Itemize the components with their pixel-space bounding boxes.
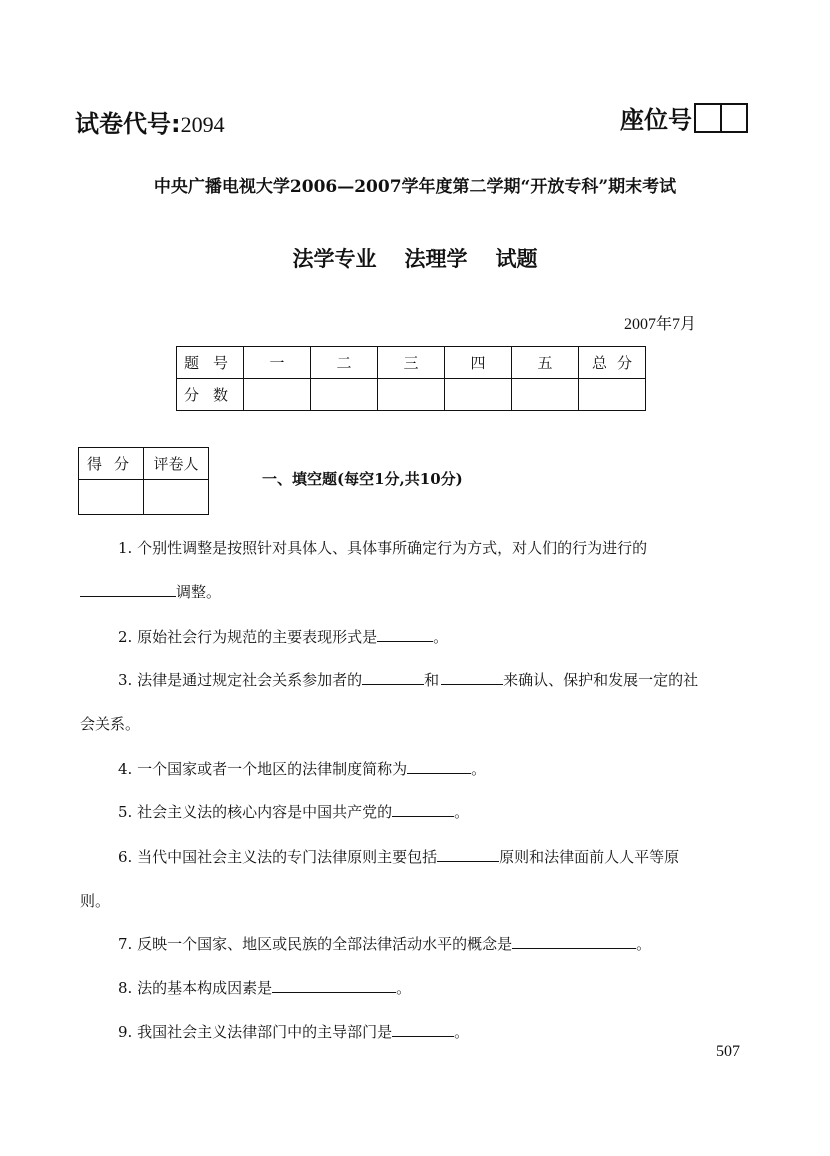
subject-line <box>0 243 830 273</box>
answer-blank <box>362 670 424 685</box>
score-table <box>176 346 646 411</box>
question-7: 7. 反映一个国家、地区或民族的全部法律活动水平的概念是 。 <box>118 935 652 953</box>
subject-major: 法学专业 <box>292 247 377 271</box>
score-cell <box>512 379 579 411</box>
subject-course: 法理学 <box>404 247 468 271</box>
answer-blank <box>437 847 499 862</box>
grader-score-cell <box>79 480 144 515</box>
question-3-line2: 会关系。 <box>80 715 141 733</box>
score-table-col-2: 二 <box>311 347 378 379</box>
exam-title: 中央广播电视大学2006—2007学年度第二学期“开放专科”期末考试 <box>153 177 677 197</box>
section-title: 一、填空题(每空1分,共10分) <box>262 470 463 488</box>
answer-blank <box>392 802 454 817</box>
answer-blank <box>272 978 396 993</box>
score-cell <box>378 379 445 411</box>
score-table-col-5: 五 <box>512 347 579 379</box>
answer-blank <box>80 582 176 597</box>
grader-table <box>78 447 209 515</box>
score-table-col-total: 总分 <box>579 347 646 379</box>
score-table-row1-label: 题号 <box>177 347 244 379</box>
score-table-col-3: 三 <box>378 347 445 379</box>
grader-label: 评卷人 <box>144 448 209 480</box>
question-3-line1: 3. 法律是通过规定社会关系参加者的 和 来确认、保护和发展一定的社 <box>118 671 699 689</box>
score-cell <box>244 379 311 411</box>
question-4: 4. 一个国家或者一个地区的法律制度简称为 。 <box>118 760 487 778</box>
exam-date: 2007年7月 <box>624 316 697 333</box>
exam-code-label: 试卷代号: <box>75 110 181 138</box>
seat-number-label: 座位号 <box>620 106 692 134</box>
seat-box-2 <box>720 105 746 131</box>
question-8: 8. 法的基本构成因素是 。 <box>118 979 412 997</box>
question-1-line2: 调整。 <box>80 582 221 602</box>
question-6-line1: 6. 当代中国社会主义法的专门法律原则主要包括 原则和法律面前人人平等原 <box>118 848 680 866</box>
question-1-line1: 1. 个别性调整是按照针对具体人、具体事所确定行为方式，对人们的行为进行的 <box>118 539 648 557</box>
exam-code <box>75 104 225 139</box>
question-9: 9. 我国社会主义法律部门中的主导部门是 。 <box>118 1023 470 1041</box>
seat-box-1 <box>696 105 720 131</box>
question-5: 5. 社会主义法的核心内容是中国共产党的 。 <box>118 803 470 821</box>
score-table-score-row <box>177 379 646 411</box>
seat-number-boxes <box>694 103 748 133</box>
grader-name-cell <box>144 480 209 515</box>
score-table-col-1: 一 <box>244 347 311 379</box>
question-2: 2. 原始社会行为规范的主要表现形式是 。 <box>118 628 449 646</box>
score-table-row2-label: 分数 <box>177 379 244 411</box>
answer-blank <box>377 627 433 642</box>
answer-blank <box>407 759 471 774</box>
grader-score-label: 得分 <box>79 448 144 480</box>
score-cell <box>579 379 646 411</box>
score-cell <box>311 379 378 411</box>
page-number: 507 <box>716 1043 740 1060</box>
seat-number <box>620 100 748 135</box>
score-table-header-row <box>177 347 646 379</box>
score-cell <box>445 379 512 411</box>
score-table-col-4: 四 <box>445 347 512 379</box>
answer-blank <box>441 670 503 685</box>
answer-blank <box>512 934 636 949</box>
subject-kind: 试题 <box>495 247 538 271</box>
answer-blank <box>392 1022 454 1037</box>
exam-code-number: 2094 <box>180 112 225 137</box>
question-6-line2: 则。 <box>80 892 111 910</box>
